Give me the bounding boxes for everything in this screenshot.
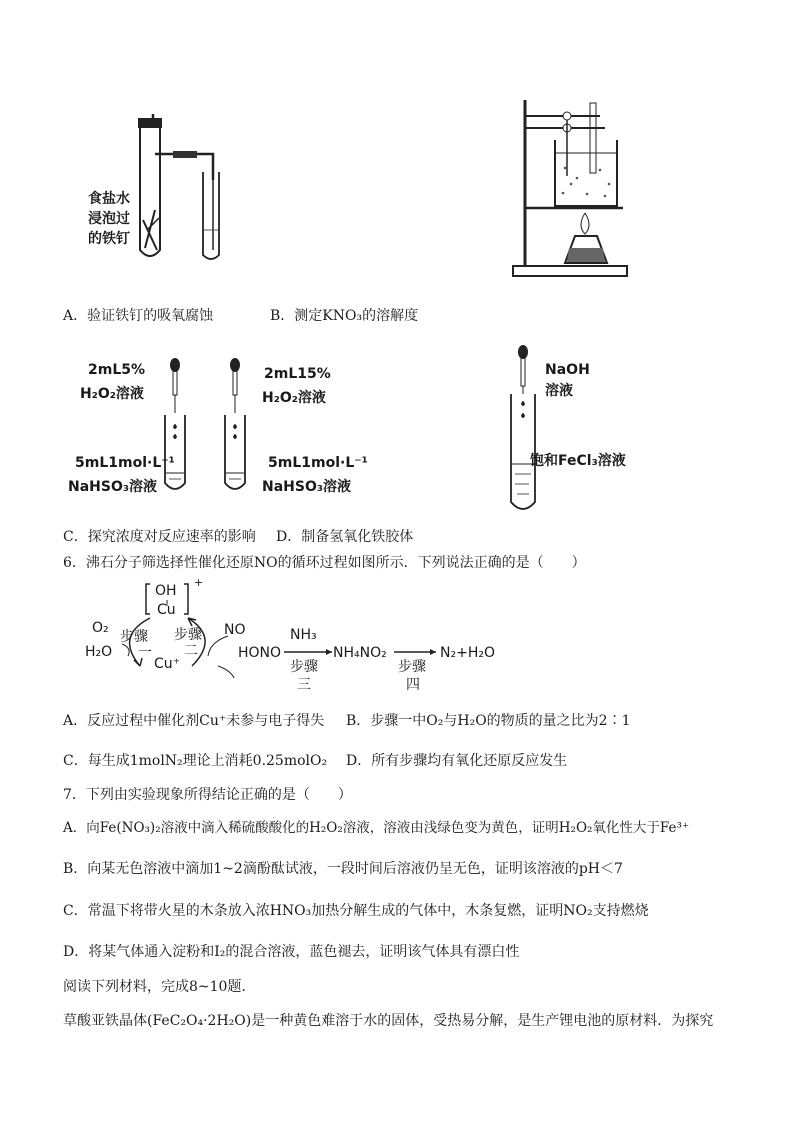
q7-stem: 7．下列由实验现象所得结论正确的是（ ） xyxy=(63,787,352,803)
fig-c-left-top-2: H₂O₂溶液 xyxy=(80,386,144,402)
fig-c-left-bottom-1: 5mL1mol·L⁻¹ xyxy=(75,455,175,471)
figure-c-apparatus xyxy=(160,355,260,500)
scheme-product: N₂+H₂O xyxy=(440,645,495,661)
scheme-step4-num: 四 xyxy=(406,677,420,693)
q7-option-d: D．将某气体通入淀粉和I₂的混合溶液，蓝色褪去，证明该气体具有漂白性 xyxy=(63,944,520,960)
scheme-nh4no2: NH₄NO₂ xyxy=(333,645,387,661)
fig-d-dropper-label-2: 溶液 xyxy=(545,383,573,399)
scheme-step4: 步骤 xyxy=(398,659,426,675)
q7-option-a: A．向Fe(NO₃)₂溶液中滴入稀硫酸酸化的H₂O₂溶液，溶液由浅绿色变为黄色，证明H₂O₂氧化性大于Fe³⁺ xyxy=(63,820,690,836)
fig-a-label-3: 的铁钉 xyxy=(88,231,130,247)
fig-a-label-2: 浸泡过 xyxy=(88,211,130,227)
scheme-h2o: H₂O xyxy=(85,644,113,660)
scheme-no: NO xyxy=(224,622,246,638)
q6-option-b: B．步骤一中O₂与H₂O的物质的量之比为2∶1 xyxy=(346,713,631,729)
fig-c-right-top-1: 2mL15% xyxy=(264,366,331,382)
scheme-charge: + xyxy=(194,576,204,589)
scheme-step1: 步骤 xyxy=(120,629,148,645)
scheme-step2-num: 二 xyxy=(184,643,198,659)
caption-c: C．探究浓度对反应速率的影响 xyxy=(63,529,256,545)
scheme-step1-num: 一 xyxy=(138,645,152,661)
fig-c-left-bottom-2: NaHSO₃溶液 xyxy=(68,479,157,495)
caption-d: D．制备氢氧化铁胶体 xyxy=(276,529,414,545)
scheme-oh: OH xyxy=(155,583,177,599)
scheme-step2: 步骤 xyxy=(174,627,202,643)
q6-stem: 6．沸石分子筛选择性催化还原NO的循环过程如图所示．下列说法正确的是（ ） xyxy=(63,555,586,571)
iron-stand-diagram xyxy=(505,98,635,280)
reading-text: 草酸亚铁晶体(FeC₂O₄·2H₂O)是一种黄色难溶于水的固体，受热易分解，是生产锂电池的原材料．为探究 xyxy=(63,1013,714,1029)
fig-c-right-bottom-1: 5mL1mol·L⁻¹ xyxy=(268,455,368,471)
fig-d-dropper-label-1: NaOH xyxy=(545,362,590,378)
scheme-o2: O₂ xyxy=(92,620,109,636)
q6-option-a: A．反应过程中催化剂Cu⁺未参与电子得失 xyxy=(63,713,325,729)
q7-option-c: C．常温下将带火星的木条放入浓HNO₃加热分解生成的气体中，木条复燃，证明NO₂支持燃烧 xyxy=(63,903,649,919)
scheme-nh3: NH₃ xyxy=(290,627,317,643)
fig-c-right-bottom-2: NaHSO₃溶液 xyxy=(262,479,351,495)
reading-intro: 阅读下列材料，完成8~10题． xyxy=(63,979,256,995)
q6-option-c: C．每生成1molN₂理论上消耗0.25molO₂ xyxy=(63,753,328,769)
figure-d-apparatus xyxy=(505,342,545,517)
scheme-cu: Cu xyxy=(157,602,176,618)
scheme-hono: HONO xyxy=(238,645,282,661)
scheme-cu-plus: Cu⁺ xyxy=(154,656,181,672)
caption-b: B．测定KNO₃的溶解度 xyxy=(270,308,419,324)
fig-a-label-1: 食盐水 xyxy=(88,191,130,207)
scheme-step3-num: 三 xyxy=(297,677,311,693)
scheme-step3: 步骤 xyxy=(290,659,318,675)
fig-d-tube-label: 饱和FeCl₃溶液 xyxy=(530,453,626,469)
caption-a: A．验证铁钉的吸氧腐蚀 xyxy=(63,308,214,324)
fig-c-right-top-2: H₂O₂溶液 xyxy=(262,390,326,406)
fig-c-left-top-1: 2mL5% xyxy=(88,362,146,378)
q7-option-b: B．向某无色溶液中滴加1~2滴酚酞试液，一段时间后溶液仍呈无色，证明该溶液的pH＜7 xyxy=(63,861,623,877)
q6-option-d: D．所有步骤均有氧化还原反应发生 xyxy=(346,753,568,769)
test-tubes-diagram xyxy=(160,355,260,500)
colloid-tube-diagram xyxy=(505,342,545,517)
figure-b-apparatus xyxy=(505,98,635,280)
